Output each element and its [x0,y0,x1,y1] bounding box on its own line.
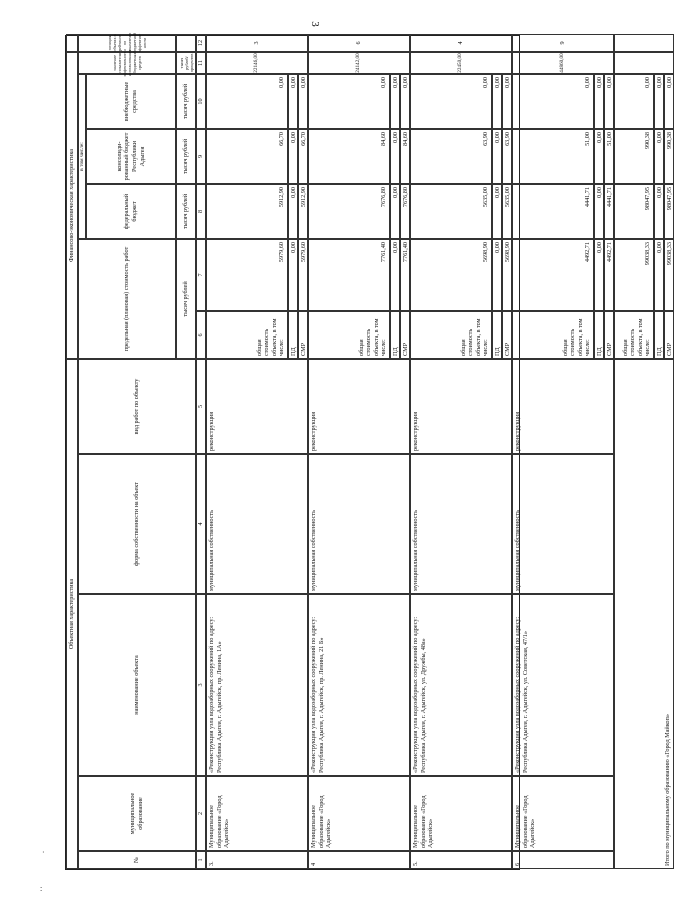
total-cost-type-label: общая стоимость объекта, в том числе: [614,311,654,359]
limit-cost-value: 5979,60 [206,239,288,311]
total-extrabudget-value: 0,00 [664,74,674,129]
row-number: 3. [206,851,308,869]
consolidated-budget-value: 63,90 [502,129,512,184]
limit-cost-value: 0,00 [492,239,502,311]
limit-cost-value: 4492,71 [604,239,614,311]
rank-value: 3 [206,34,308,52]
object-name-cell: «Реконструкция узла водозаборных сооружений по адресу: Республика Адыгея, г. Адыгейск, пр. Ленина, 21 Б» [308,594,410,776]
cost-type-label: ПД [594,311,604,359]
total-federal-budget-value: 98047,95 [664,184,674,239]
column-number: 5 [196,359,206,454]
total-label: Итого по муниципальному образованию «Город Майкоп» [614,359,674,869]
work-type-cell: реконструкция [512,359,614,454]
federal-budget-value: 5635,00 [410,184,492,239]
total-cost-type-label: СМР [664,311,674,359]
total-limit-cost-value: 99038,33 [614,239,654,311]
federal-budget-value: 7676,80 [400,184,410,239]
unit-federal: тысяч рублей [176,184,196,239]
total-limit-cost-value: 99038,33 [664,239,674,311]
limit-cost-value: 0,00 [390,239,400,311]
municipality-cell: Муниципальное образование «Город Адыгейск» [410,776,512,851]
unit-efficiency: тысяч рублей/ процентов [176,52,196,74]
object-name-cell: «Реконструкция узла водозаборных сооружений по адресу: Республика Адыгея, г. Адыгейск, ул. Дружбы, 48а» [410,594,512,776]
column-number: 4 [196,454,206,594]
consolidated-budget-value: 66,70 [298,129,308,184]
efficiency-value: 22450,00 [410,52,512,74]
extrabudget-value: 0,00 [206,74,288,129]
limit-cost-value: 7761,40 [400,239,410,311]
cost-type-label: ПД [492,311,502,359]
consolidated-budget-value: 0,00 [594,129,604,184]
extrabudget-value: 0,00 [390,74,400,129]
cost-type-label: общая стоимость объекта, в том числе: [512,311,594,359]
unit-limit: тысяч рублей [176,239,196,359]
total-consolidated-budget-value: 990,38 [664,129,674,184]
column-number: 11 [196,52,206,74]
total-consolidated-budget-value: 0,00 [654,129,664,184]
cost-type-label: СМР [400,311,410,359]
column-number: 3 [196,594,206,776]
rank-value: 6 [308,34,410,52]
federal-budget-value: 0,00 [492,184,502,239]
column-number: 7 [196,239,206,311]
extrabudget-value: 0,00 [298,74,308,129]
col-ownership-header: форма собственности на объект [78,454,196,594]
work-type-cell: реконструкция [206,359,308,454]
total-federal-budget-value: 98047,95 [614,184,654,239]
limit-cost-value: 7761,40 [308,239,390,311]
extrabudget-value: 0,00 [512,74,594,129]
col-num-header: № [78,851,196,869]
row-number: 6 [512,851,614,869]
consolidated-budget-value: 63,90 [410,129,492,184]
efficiency-value: 22146,00 [206,52,308,74]
rank-top-cell [66,34,78,52]
column-number: 2 [196,776,206,851]
total-federal-budget-value: 0,00 [654,184,664,239]
federal-budget-value: 5635,00 [502,184,512,239]
federal-budget-value: 5912,90 [298,184,308,239]
municipality-cell: Муниципальное образование «Город Адыгейск» [512,776,614,851]
consolidated-budget-value: 66,70 [206,129,288,184]
unit-extrabudget: тысяч рублей [176,74,196,129]
consolidated-budget-value: 0,00 [288,129,298,184]
consolidated-budget-value: 84,60 [400,129,410,184]
column-number: 10 [196,74,206,129]
limit-cost-value: 0,00 [594,239,604,311]
rank-value: 4 [410,34,512,52]
limit-cost-value: 5698,90 [410,239,492,311]
object-name-cell: «Реконструкция узла водозаборных сооружений по адресу: Республика Адыгея, г. Адыгейск, ул. Советская, 47/1» [512,594,614,776]
financial-characteristic-header: Финансово-экономическая характеристика [66,52,78,359]
ownership-cell: муниципальная собственность [512,454,614,594]
total-extrabudget-value: 0,00 [654,74,664,129]
municipality-cell: Муниципальное образование «Город Адыгейск» [308,776,410,851]
extrabudget-value: 0,00 [594,74,604,129]
cost-type-label: СМР [502,311,512,359]
consolidated-budget-value: 0,00 [390,129,400,184]
work-type-cell: реконструкция [308,359,410,454]
federal-budget-value: 7676,80 [308,184,390,239]
cost-type-label: СМР [298,311,308,359]
federal-budget-value: 0,00 [390,184,400,239]
cost-type-label: общая стоимость объекта, в том числе: [410,311,492,359]
col-federal-header: федеральный бюджет [86,184,176,239]
total-efficiency-empty [614,52,674,74]
extrabudget-value: 0,00 [410,74,492,129]
extrabudget-value: 0,00 [308,74,390,129]
cost-type-label: ПД [288,311,298,359]
col-efficiency-header: значение показателя эффективности использования бюджетных средств [78,52,176,74]
federal-budget-value: 5912,90 [206,184,288,239]
col-rank-header: позиция объекта в рейтинге по показателю бюджетной эффектив-ности [78,34,176,52]
row-number: 4 [308,851,410,869]
federal-budget-value: 0,00 [594,184,604,239]
consolidated-budget-value: 51,00 [604,129,614,184]
total-cost-type-label: ПД [654,311,664,359]
federal-budget-value: 0,00 [288,184,298,239]
scan-speck: · [42,848,45,857]
column-number: 1 [196,851,206,869]
extrabudget-value: 0,00 [288,74,298,129]
unit-rank [176,34,196,52]
limit-cost-value: 4492,71 [512,239,594,311]
municipality-cell: Муниципальное образование «Город Адыгейск» [206,776,308,851]
col-municipality-header: муниципальное образование [78,776,196,851]
extrabudget-value: 0,00 [502,74,512,129]
col-consolidated-header: консолиди-рованный бюджет Республики Адыгея [86,129,176,184]
column-number: 6 [196,311,206,359]
cost-type-label: общая стоимость объекта, в том числе: [308,311,390,359]
extrabudget-value: 0,00 [604,74,614,129]
limit-cost-value: 0,00 [288,239,298,311]
extrabudget-value: 0,00 [400,74,410,129]
object-name-cell: «Реконструкция узла водозаборных сооружений по адресу: Республика Адыгея, г. Адыгейск, пр. Ленина, 1А» [206,594,308,776]
page-number: 3 [308,21,321,27]
cost-type-label: ПД [390,311,400,359]
scan-speck: : [40,884,43,893]
cost-type-label: общая стоимость объекта, в том числе: [206,311,288,359]
total-extrabudget-value: 0,00 [614,74,654,129]
efficiency-value: 44860,00 [512,52,614,74]
ownership-cell: муниципальная собственность [206,454,308,594]
unit-consolidated: тысяч рублей [176,129,196,184]
federal-budget-value: 4441,71 [512,184,594,239]
column-number: 9 [196,129,206,184]
rank-value: 9 [512,34,614,52]
col-work-type-header: вид работ по объекту [78,359,196,454]
total-limit-cost-value: 0,00 [654,239,664,311]
consolidated-budget-value: 0,00 [492,129,502,184]
consolidated-budget-value: 51,00 [512,129,594,184]
ownership-cell: муниципальная собственность [410,454,512,594]
col-object-name-header: наименование объекта [78,594,196,776]
col-limit-cost-header: предельная (плановая) стоимость работ [78,239,176,359]
row-number: 5. [410,851,512,869]
limit-cost-value: 5698,90 [502,239,512,311]
in-that-number-header: в том числе: [78,74,86,239]
cost-type-label: СМР [604,311,614,359]
work-type-cell: реконструкция [410,359,512,454]
column-number: 8 [196,184,206,239]
rotated-table [65,32,673,870]
col-extrabudget-header: внебюджетные средства [86,74,176,129]
column-number: 12 [196,34,206,52]
federal-budget-value: 4441,71 [604,184,614,239]
total-rank-empty [614,34,674,52]
ownership-cell: муниципальная собственность [308,454,410,594]
total-consolidated-budget-value: 990,38 [614,129,654,184]
object-characteristic-header: Объектная характеристика [66,359,78,869]
limit-cost-value: 5979,60 [298,239,308,311]
efficiency-value: 24142,00 [308,52,410,74]
extrabudget-value: 0,00 [492,74,502,129]
consolidated-budget-value: 84,60 [308,129,390,184]
